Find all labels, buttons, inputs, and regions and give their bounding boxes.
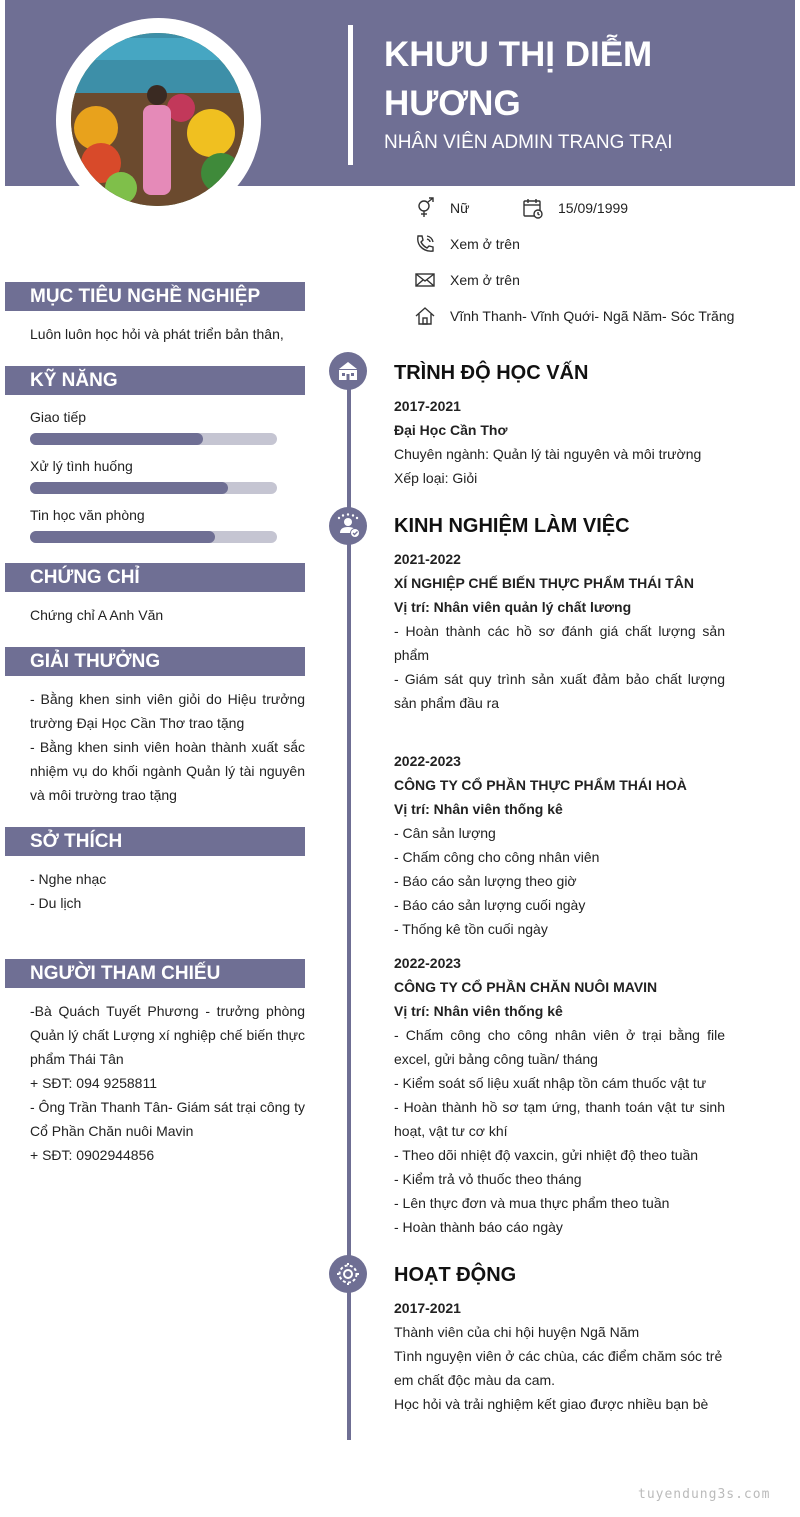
- education-major: Chuyên ngành: Quản lý tài nguyên và môi trường: [394, 446, 702, 462]
- job-duty: - Giám sát quy trình sản xuất đảm bảo chất lượng sản phẩm đầu ra: [394, 671, 725, 711]
- activity-item: Tình nguyện viên ở các chùa, các điểm chăm sóc trẻ em chất độc màu da cam.: [394, 1348, 723, 1388]
- header-divider: [348, 25, 353, 165]
- job-duty: - Thống kê tồn cuối ngày: [394, 921, 548, 937]
- skill-bar: [30, 531, 277, 543]
- school-icon: [329, 352, 367, 390]
- job-duty: - Cân sản lượng: [394, 825, 496, 841]
- hobby-item: - Du lịch: [30, 895, 82, 911]
- references-heading: NGƯỜI THAM CHIẾU: [5, 959, 305, 988]
- address-row: [414, 304, 734, 328]
- job-duty: - Hoàn thành các hồ sơ đánh giá chất lượng sản phẩm: [394, 623, 725, 663]
- job-position: Vị trí: Nhân viên thống kê: [394, 801, 563, 817]
- skill-bar-fill: [30, 433, 203, 445]
- hobbies-heading: SỞ THÍCH: [5, 827, 305, 856]
- profile-photo: [71, 33, 244, 206]
- job-duty: - Báo cáo sản lượng cuối ngày: [394, 897, 586, 913]
- references-list: [30, 999, 305, 1167]
- gender-row: [414, 196, 628, 220]
- skill-label: Giao tiếp: [30, 409, 87, 425]
- hobby-item: - Nghe nhạc: [30, 871, 107, 887]
- job-duty: - Lên thực đơn và mua thực phẩm theo tuần: [394, 1195, 670, 1211]
- skills-heading: KỸ NĂNG: [5, 366, 305, 395]
- awards-heading: GIẢI THƯỞNG: [5, 647, 305, 676]
- reference-item: -Bà Quách Tuyết Phương - trưởng phòng Quản lý chất Lượng xí nghiệp chế biến thực phẩm Thái Tân: [30, 1003, 305, 1067]
- activity-icon: [329, 1255, 367, 1293]
- education-heading: TRÌNH ĐỘ HỌC VẤN: [394, 362, 589, 384]
- job-position: Vị trí: Nhân viên thống kê: [394, 1003, 563, 1019]
- phone-row: [414, 232, 520, 256]
- phone-value: Xem ở trên: [450, 236, 520, 252]
- job-duty: - Kiểm trả vỏ thuốc theo tháng: [394, 1171, 582, 1187]
- skill-label: Xử lý tình huống: [30, 458, 133, 474]
- job-company: CÔNG TY CỔ PHẦN THỰC PHẨM THÁI HOÀ: [394, 777, 687, 793]
- dob-value: 15/09/1999: [558, 200, 629, 216]
- mail-icon: [414, 269, 436, 291]
- skill-bar: [30, 482, 277, 494]
- education-school: Đại Học Cần Thơ: [394, 422, 508, 438]
- certificate-text: Chứng chỉ A Anh Văn: [30, 607, 164, 623]
- email-value: Xem ở trên: [450, 272, 520, 288]
- job-duty: - Chấm công cho công nhân viên ở trại bằng file excel, gửi bảng công tuần/ tháng: [394, 1027, 725, 1067]
- job-duty: - Chấm công cho công nhân viên: [394, 849, 600, 865]
- home-icon: [414, 305, 436, 327]
- candidate-name: KHƯU THỊ DIỄM HƯƠNG: [384, 35, 653, 123]
- job-duty: - Kiểm soát số liệu xuất nhập tồn cám thuốc vật tư: [394, 1075, 707, 1091]
- email-row: [414, 268, 520, 292]
- gender-value: Nữ: [450, 200, 470, 216]
- job-block: [394, 547, 725, 715]
- job-block: [394, 951, 725, 1239]
- watermark: tuyendung3s.com: [638, 1487, 771, 1502]
- job-position: Vị trí: Nhân viên quản lý chất lương: [394, 599, 632, 615]
- candidate-role: NHÂN VIÊN ADMIN TRANG TRẠI: [384, 132, 673, 153]
- reference-item: - Ông Trần Thanh Tân- Giám sát trại công ty Cổ Phần Chăn nuôi Mavin: [30, 1099, 305, 1139]
- education-period: 2017-2021: [394, 398, 461, 414]
- education-block: [394, 394, 725, 490]
- phone-icon: [414, 233, 436, 255]
- activity-period: 2017-2021: [394, 1300, 461, 1316]
- job-duty: - Báo cáo sản lượng theo giờ: [394, 873, 577, 889]
- experience-icon: [329, 507, 367, 545]
- skill-label: Tin học văn phòng: [30, 507, 145, 523]
- award-item: - Bằng khen sinh viên giỏi do Hiệu trưởng trường Đại Học Cần Thơ trao tặng: [30, 691, 305, 731]
- objective-heading: MỤC TIÊU NGHỀ NGHIỆP: [5, 282, 305, 311]
- skill-bar-fill: [30, 482, 228, 494]
- activities-heading: HOẠT ĐỘNG: [394, 1264, 517, 1286]
- certificates-heading: CHỨNG CHỈ: [5, 563, 305, 592]
- calendar-icon: [522, 197, 544, 219]
- skill-bar-fill: [30, 531, 215, 543]
- reference-phone: + SĐT: 0902944856: [30, 1147, 155, 1163]
- awards-list: [30, 687, 305, 807]
- job-period: 2022-2023: [394, 753, 461, 769]
- hobbies-list: [30, 867, 305, 915]
- job-duty: - Theo dõi nhiệt độ vaxcin, gửi nhiệt độ theo tuần: [394, 1147, 699, 1163]
- gender-icon: [414, 197, 436, 219]
- award-item: - Bằng khen sinh viên hoàn thành xuất sắc nhiệm vụ do khối ngành Quản lý tài nguyên và môi trường trao tặng: [30, 739, 305, 803]
- skill-bar: [30, 433, 277, 445]
- reference-phone: + SĐT: 094 9258811: [30, 1075, 158, 1091]
- job-period: 2021-2022: [394, 551, 461, 567]
- job-company: XÍ NGHIỆP CHẾ BIẾN THỰC PHẨM THÁI TÂN: [394, 575, 694, 591]
- job-block: [394, 749, 725, 941]
- job-company: CÔNG TY CỔ PHẦN CHĂN NUÔI MAVIN: [394, 979, 658, 995]
- job-duty: - Hoàn thành hồ sơ tạm ứng, thanh toán vật tư sinh hoạt, vật tư cơ khí: [394, 1099, 725, 1139]
- activities-block: [394, 1296, 725, 1416]
- job-period: 2022-2023: [394, 955, 461, 971]
- job-duty: - Hoàn thành báo cáo ngày: [394, 1219, 563, 1235]
- education-grade: Xếp loại: Giỏi: [394, 470, 478, 486]
- experience-heading: KINH NGHIỆM LÀM VIỆC: [394, 515, 630, 537]
- address-value: Vĩnh Thanh- Vĩnh Quới- Ngã Năm- Sóc Trăng: [450, 308, 735, 324]
- activity-item: Thành viên của chi hội huyện Ngã Năm: [394, 1324, 640, 1340]
- activity-item: Học hỏi và trải nghiệm kết giao được nhiều bạn bè: [394, 1396, 709, 1412]
- objective-text: Luôn luôn học hỏi và phát triển bản thân,: [30, 326, 284, 342]
